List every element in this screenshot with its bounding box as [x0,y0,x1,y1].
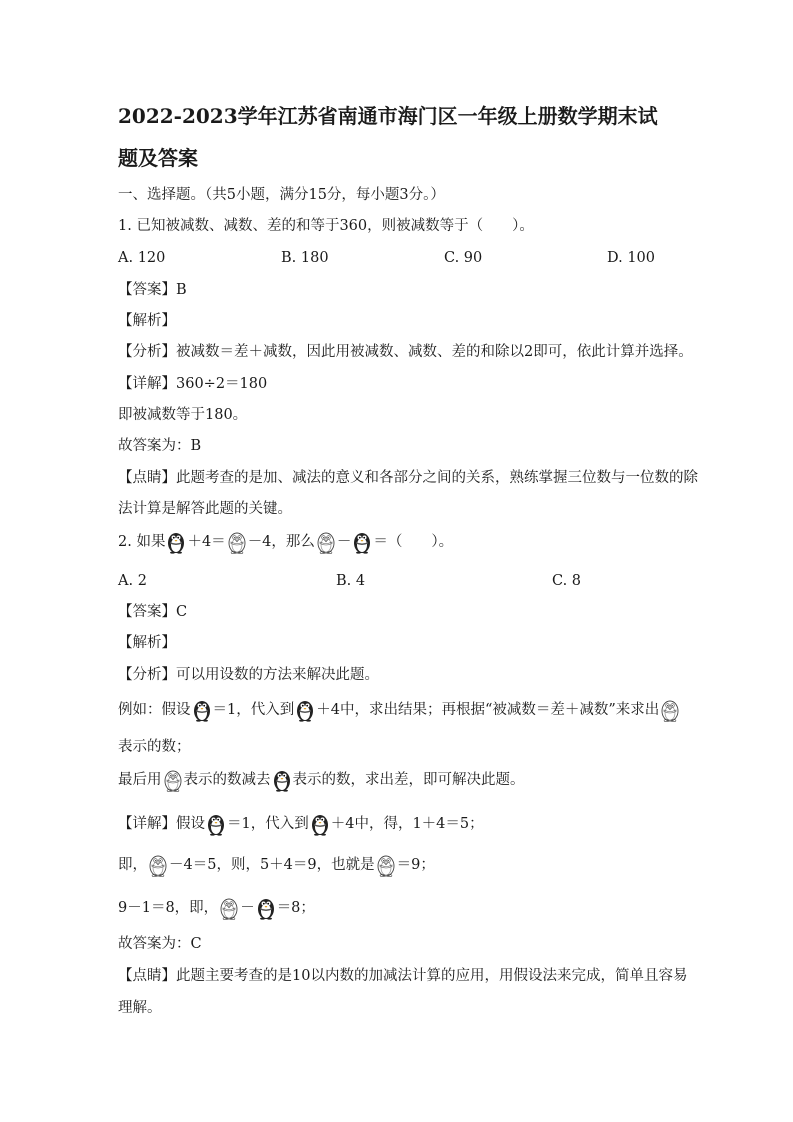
q2-last-a: 最后用 [118,772,162,788]
q2-l1-a: 即， [118,857,147,873]
q2-xiangjie [118,812,484,836]
q1-line-a: 即被减数等于180。 [118,407,248,423]
q2-fenxi: 【分析】可以用设数的方法来解决此题。 [118,667,379,683]
q2-last-b: 表示的数减去 [183,772,271,788]
penguin-dark-icon [295,698,315,722]
doc-title-line1: 2022-2023学年江苏省南通市海门区一年级上册数学期末试 [118,104,658,128]
q1-dianjing-2: 法计算是解答此题的关键。 [118,501,292,517]
penguin-light-icon [316,530,336,554]
q2-stem-a: 2. 如果 [118,534,166,550]
q2-final: 故答案为：C [118,936,202,952]
penguin-dark-icon [310,812,330,836]
q1-answer: 【答案】B [118,282,187,298]
penguin-dark-icon [256,896,276,920]
q2-l2-b: － [240,900,255,916]
q2-ex-line2: 表示的数； [118,739,191,755]
q2-example [118,698,681,722]
q1-option-a: A. 120 [118,250,166,266]
q2-stem-e: ＝（ ）。 [373,534,454,550]
q1-stem: 1. 已知被减数、减数、差的和等于360，则被减数等于（ ）。 [118,218,534,234]
q1-xiangjie: 【详解】360÷2＝180 [118,376,268,392]
penguin-light-icon [163,768,183,792]
penguin-light-icon [148,853,168,877]
q2-line1 [118,853,435,877]
q2-analysis-tag: 【解析】 [118,635,176,651]
q1-analysis-tag: 【解析】 [118,313,176,329]
q2-ex-b: ＝1，代入到 [212,702,295,718]
q2-xj-a: 【详解】假设 [118,816,205,832]
penguin-light-icon [227,530,247,554]
q2-l1-b: －4＝5，则，5＋4＝9，也就是 [169,857,375,873]
q2-option-c: C. 8 [552,573,582,589]
penguin-dark-icon [206,812,226,836]
penguin-dark-icon [166,530,186,554]
penguin-dark-icon [192,698,212,722]
q1-option-d: D. 100 [607,250,656,266]
q1-final: 故答案为：B [118,438,202,454]
penguin-light-icon [660,698,680,722]
q2-ex-c: ＋4中，求出结果；再根据“被减数＝差＋减数”来求出 [316,702,660,718]
q2-stem-c: －4，那么 [247,534,315,550]
q2-stem-b: ＋4＝ [187,534,226,550]
q2-last [118,768,525,792]
q2-l2-a: 9－1＝8，即， [118,900,219,916]
doc-title-line2: 题及答案 [118,146,198,170]
penguin-dark-icon [352,530,372,554]
q2-stem-d: － [336,534,352,550]
q1-option-c: C. 90 [444,250,483,266]
q2-option-a: A. 2 [118,573,147,589]
q2-l2-c: ＝8； [276,900,315,916]
q2-line2 [118,896,315,920]
q2-xj-b: ＝1，代入到 [227,816,309,832]
q1-fenxi: 【分析】被减数＝差＋减数，因此用被减数、减数、差的和除以2即可，依此计算并选择。 [118,344,693,360]
penguin-light-icon [376,853,396,877]
q2-stem [118,530,453,554]
q2-ex-a: 例如：假设 [118,702,191,718]
q2-l1-c: ＝9； [396,857,435,873]
penguin-dark-icon [272,768,292,792]
q2-dianjing-2: 理解。 [118,1000,162,1016]
section-heading: 一、选择题。（共5小题，满分15分，每小题3分。） [118,187,445,203]
q2-answer: 【答案】C [118,604,188,620]
q1-dianjing-1: 【点睛】此题考查的是加、减法的意义和各部分之间的关系，熟练掌握三位数与一位数的除 [118,470,698,486]
q2-dianjing-1: 【点睛】此题主要考查的是10以内数的加减法计算的应用，用假设法来完成，简单且容易 [118,968,688,984]
q2-option-b: B. 4 [336,573,366,589]
penguin-light-icon [219,896,239,920]
q2-last-c: 表示的数，求出差，即可解决此题。 [292,772,525,788]
q1-option-b: B. 180 [281,250,329,266]
q2-xj-c: ＋4中，得，1＋4＝5； [330,816,484,832]
